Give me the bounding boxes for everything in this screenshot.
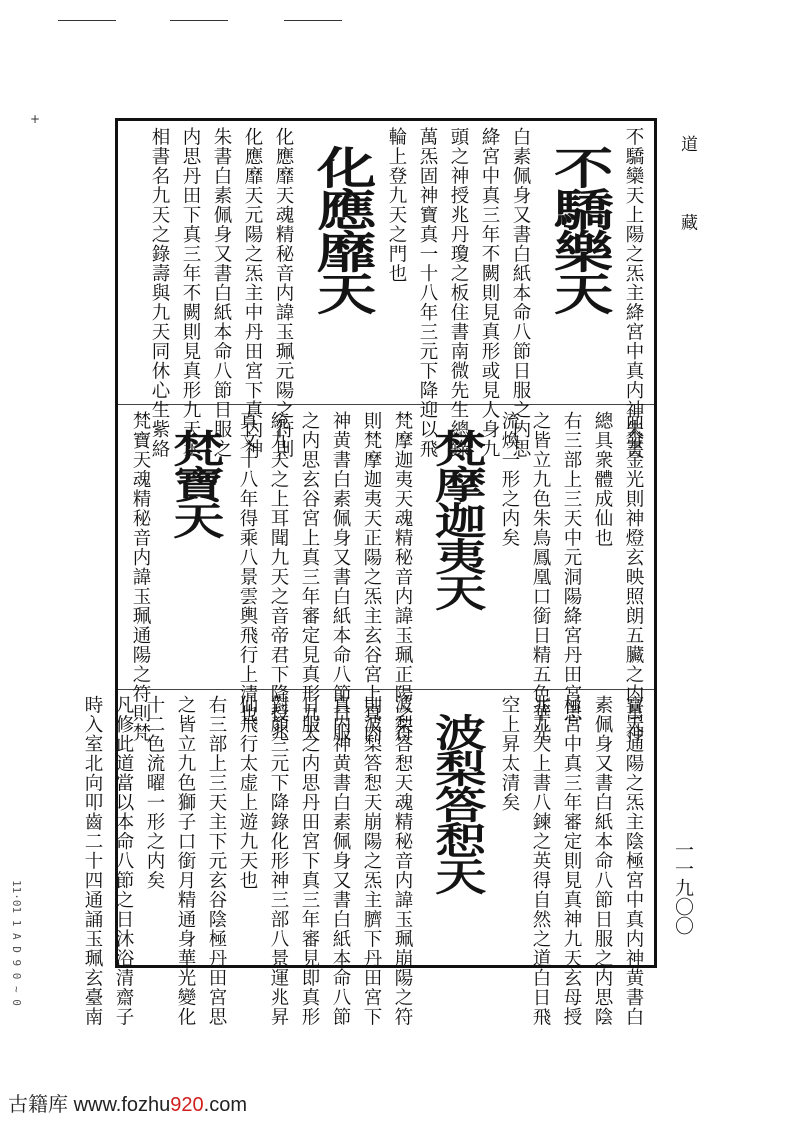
text-column: 化應靡天元陽之炁主中丹田宮下真内神 [242,127,263,459]
text-column: 波梨答惒天魂精秘音内諱玉珮崩陽之符 [392,695,413,1027]
text-column: 梵寶天魂精秘音内諱玉珮通陽之符則梵 [130,411,151,743]
text-column: 之皆立九色朱鳥鳳凰口銜日精五色華光 [530,411,551,743]
section-middle [126,411,646,743]
footer-url-suffix: .com [203,1094,247,1116]
text-column: 不驕欒天上陽之炁主絳宮中真内神朱書 [623,127,644,459]
text-column: 絳宮中真三年不闕則見真形或見人身九 [479,127,500,459]
text-column: 相書名九天之錄壽與九天同休心生紫絡 [149,127,170,459]
margin-note: 11·01 1 A D 9 0 ~ 0 [10,880,23,1006]
seal-script-talisman: 化應靡天 [306,145,376,313]
page-number: 一一九〇〇 [672,840,694,935]
top-rule-2 [170,20,228,21]
seal-script-talisman: 波梨答惒天 [426,713,488,893]
text-column: 凡修此道當以本命八節之日沐浴清齋子 [113,695,134,1027]
footer-url-prefix: www.fozhu [73,1094,171,1116]
text-column: 空上昇太清矣 [499,695,520,812]
text-column: 面發金光則神燈玄映照朗五臟之内萬神 [623,411,644,743]
text-column: 之皆立九色獅子口銜月精通身華光變化 [175,695,196,1027]
text-column: 内思丹田下真三年不闕則見真形九天丞 [180,127,201,459]
text-column: 右三部上三天中元洞陽絳宮丹田宮思 [561,411,582,723]
seal-script-talisman: 梵摩迦夷天 [426,429,488,609]
footer-url-number: 920 [170,1094,204,1116]
section-top [126,127,646,459]
text-column: 時入室北向叩齒二十四通誦玉珮玄臺南 [82,695,103,1027]
collection-title: 道 藏 [677,135,697,259]
text-column: 統九天之上耳聞九天之音帝君下降授兆 [268,411,289,743]
footer-brand: 古籍库 [8,1094,68,1116]
text-column: 右三部上三天主下元玄谷陰極丹田宮思 [206,695,227,1027]
text-column: 兆九天上書八鍊之英得自然之道白日飛 [530,695,551,1027]
text-column: 神黄書白素佩身又書白紙本命八節日服 [330,411,351,743]
text-column: 萬炁固神寶真一十八年三元下降迎以飛 [417,127,438,459]
text-column: 仙飛行太虚上遊九天也 [237,695,258,890]
text-column: 總具衆體成仙也 [592,411,613,548]
seal-script-talisman: 不驕樂天 [543,145,613,313]
site-footer[interactable] [8,1088,247,1117]
text-column: 則梵摩迦夷天正陽之炁主玄谷宮上真内 [361,411,382,743]
text-column: 素佩身又書白紙本命八節日服之内思陰 [592,695,613,1027]
text-column: 日服之内思丹田宮下真三年審見即真形 [299,695,320,1027]
text-column: 流煥一形之内矣 [499,411,520,548]
top-rule-3 [284,20,342,21]
text-column: 頭之神授兆丹瓊之板住書南微先生總錄 [448,127,469,459]
text-column: 化應靡天魂精秘音内諱玉珮元陽之符則 [273,127,294,459]
crop-mark: + [30,112,41,126]
text-column: 白素佩身又書白紙本命八節日服之内思 [510,127,531,459]
section-bottom [82,695,646,1027]
text-column: 則波梨答惒天崩陽之炁主臍下丹田宮下 [361,695,382,1027]
text-column: 真文十八年得乘八景雲輿飛行上清也 [237,411,258,723]
text-frame [82,118,657,1027]
top-rule-1 [58,20,116,21]
text-column: 極宮中真三年審定則見真神九天玄母授 [561,695,582,1027]
text-column: 寶天通陽之炁主陰極宮中真内神黄書白 [623,695,644,1027]
text-column: 之内思玄谷宮上真三年審定見真形九天 [299,411,320,743]
text-column: 朱書白素佩身又書白紙本命八節日服之 [211,127,232,459]
text-column: 十二色流曜一形之内矣 [144,695,165,890]
seal-script-talisman: 梵寶天 [164,429,226,537]
text-column: 輪上登九天之門也 [386,127,407,283]
text-column: 真内神黄書白素佩身又書白紙本命八節 [330,695,351,1027]
text-column: 梵摩迦夷天魂精秘音内諱玉珮正陽之符 [392,411,413,743]
text-column: 對顏三元下降錄化形神三部八景運兆昇 [268,695,289,1027]
